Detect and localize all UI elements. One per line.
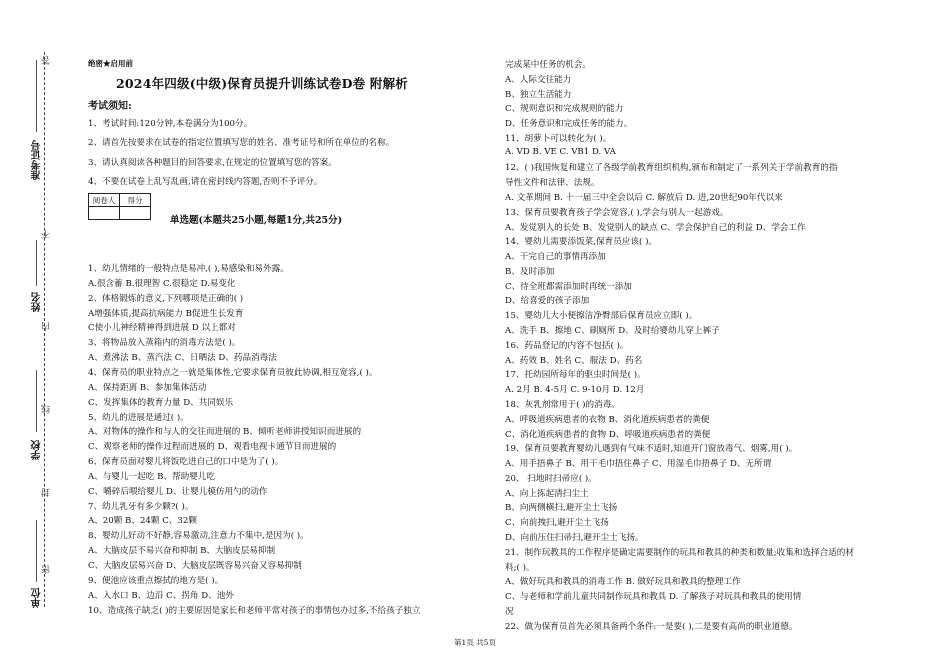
question-line: A、用手捂鼻子 B、用干毛巾捂住鼻子 C、用湿毛巾捂鼻子 D、无所谓 [505, 459, 772, 470]
question-line: C、嚼碎后喂给婴儿 D、让婴儿模仿用勺的动作 [88, 486, 268, 497]
fill-line [36, 60, 37, 132]
question-line: 8、婴幼儿好动不好静,容易激动,注意力不集中,是因为( )。 [88, 531, 309, 542]
notice-line: 2、请首先按要求在试卷的指定位置填写您的姓名、准考证号和所在单位的名称。 [88, 138, 395, 148]
question-line: 4、保育员的职业特点之一就是集体性,它要求保育员彼此协调,相互宽容,( )。 [88, 367, 378, 378]
question-line: 况 [505, 606, 514, 617]
question-line: C、大脑皮层易兴奋 D、大脑皮层既容易兴奋又容易抑制 [88, 561, 302, 571]
question-line: A、做好玩具和教具的消毒工作 B. 做好玩具和教具的整理工作 [505, 577, 741, 588]
question-line: D、向前压住扫帚扫,避开尘土飞扬。 [505, 532, 644, 543]
label-school: 学校 [32, 440, 43, 460]
binding-margin [0, 0, 62, 671]
question-line: D、任务意识和完成任务的能力。 [505, 119, 633, 130]
question-line: A、洗手 B、擦地 C、刷厕所 D、及时给婴幼儿穿上裤子 [505, 326, 720, 337]
question-line: 19、保育员要教育婴幼儿遇到有气味不适时,知道开门窗放毒气、烟雾,用( )。 [505, 444, 798, 455]
page-number: 第1页 共5页 [454, 638, 496, 647]
question-line: A增强体质,提高抗病能力 B促进生长发育 [88, 308, 244, 319]
score-table-grader: 阅卷人 [89, 194, 120, 207]
question-line: C、观察老师的操作过程而进展的 D、观看电视卡通节目而进展的 [88, 442, 337, 453]
question-line: A、呼吸道疾病患者的衣物 B、消化道疾病患者的粪便 [505, 414, 710, 425]
question-line: C、向前拽扫,避开尘土飞扬 [505, 518, 609, 529]
question-line: A、对物体的操作和与人的交往而进展的 B、倾听老师讲授知识而进展的 [88, 427, 362, 438]
seal-text: 不 [42, 230, 52, 239]
question-line: 5、幼儿的进展是通过( )。 [88, 412, 189, 423]
question-line: A、与婴儿一起吃 B、帮助婴儿吃 [88, 471, 215, 482]
question-line: 14、婴幼儿需要添饭菜,保育员应该( )。 [505, 237, 658, 248]
question-line: A、20颗 B、24颗 C、32颗 [88, 516, 197, 527]
secret-mark: 绝密★启用前 [88, 59, 133, 68]
question-line: A、药效 B、姓名 C、服法 D、药名 [505, 355, 643, 366]
question-line: A、入水口 B、边沿 C、拐角 D、池外 [88, 590, 234, 601]
question-line: 17、托幼园所每年的驱虫时间是( )。 [505, 370, 646, 381]
question-line: C、与老师和学前儿童共同制作玩具和教具 D. 了解孩子对玩具和教具的使用情 [505, 592, 802, 603]
question-line: 6、保育员面对婴儿将饭吃进自己的口中是为了( )。 [88, 457, 284, 468]
label-unit: 单位 [32, 588, 43, 608]
question-line: 完成某中任务的机会。 [505, 60, 591, 70]
question-line: 13、保育员要教育孩子学会宽容,( ),学会与别人一起游戏。 [505, 207, 729, 218]
question-line: A、煮沸法 B、蒸汽法 C、日晒法 D、药品消毒法 [88, 353, 277, 364]
question-line: C、消化道疾病患者的食物 D、呼吸道疾病患者的粪便 [505, 429, 711, 440]
notice-line: 3、请认真阅读各种题目的回答要求,在规定的位置填写您的答案。 [88, 158, 337, 168]
question-line: A、大脑皮层不易兴奋和抑制 B、大脑皮层易抑制 [88, 546, 276, 557]
question-line: 1、幼儿情绪的一般特点是易冲,( ),易感染和易外露。 [88, 264, 289, 274]
question-line: C使小儿神经精神得到进展 D 以上都对 [88, 323, 236, 334]
seal-text: 密 [42, 565, 52, 574]
question-line: 3、将物品放入蒸箱内的消毒方法是( )。 [88, 338, 241, 349]
question-line: B、向两侧横扫,避开尘土飞扬 [505, 503, 618, 514]
fill-line [36, 240, 37, 286]
question-line: 10、造成孩子缺乏( )的主要原因是家长和老师平常对孩子的事情包办过多,不给孩子独立 [88, 605, 421, 616]
question-line: B、及时添加 [505, 266, 555, 277]
question-line: A. VD B. VE C. VB1 D. VA [505, 146, 616, 157]
section-heading: 单选题(本题共25小题,每题1分,共25分) [170, 215, 343, 226]
label-name: 姓名 [32, 292, 43, 312]
seal-text: 封 [42, 488, 52, 497]
question-line: A、向上拣起清扫尘土 [505, 488, 589, 499]
question-line: 2、体格锻炼的意义,下列哪项是正确的( ) [88, 293, 244, 304]
question-line: A、保持距离 B、参加集体活动 [88, 382, 207, 393]
score-table [88, 193, 151, 220]
score-table-score: 得分 [120, 194, 151, 207]
question-line: A.很含蓄 B.很理智 C.很稳定 D.易变化 [88, 278, 236, 289]
notice-heading: 考试须知: [88, 101, 132, 112]
question-line: 20、 扫地时扫帚应( )。 [505, 473, 597, 484]
question-line: 7、幼儿乳牙有多少颗?( )。 [88, 501, 194, 512]
question-line: C、发挥集体的教育力量 D、共同娱乐 [88, 397, 234, 408]
question-line: 15、婴幼儿大小便擦洁净臀部后保育员应立即( )。 [505, 311, 698, 322]
question-line: A. 2月 B. 4-5月 C. 9-10月 D. 12月 [505, 385, 645, 396]
question-line: 12、( )我国恢复和建立了各级学前教育组织机构,颁布和制定了一系列关于学前教育的指 [505, 163, 838, 174]
question-line: D、给喜爱的孩子添加 [505, 296, 590, 307]
seal-text: 内 [42, 322, 52, 331]
question-line: 16、药品登记的内容不包括( )。 [505, 340, 629, 351]
question-line: 料;( )。 [505, 562, 535, 573]
question-line: 9、便池应该重点擦拭的地方是( )。 [88, 575, 224, 586]
question-line: 18、灰乳剂常用于( )的消毒。 [505, 399, 620, 410]
question-line: A、干完自己的事情再添加 [505, 252, 606, 263]
score-table-score-cell[interactable] [120, 207, 151, 220]
question-line: A、人际交往能力 [505, 74, 572, 85]
notice-line: 1、考试时间:120分钟,本卷满分为100分。 [88, 119, 253, 129]
exam-title: 2024年四级(中级)保育员提升训练试卷D卷 附解析 [116, 76, 409, 91]
question-line: A. 文革期间 B. 十一届三中全会以后 C. 解放后 D. 进,20世纪90年代以来 [505, 193, 783, 204]
question-line: 21、制作玩教具的工作程序是确定需要制作的玩具和教具的种类和数量;收集和选择合适的材 [505, 547, 854, 558]
fill-line [36, 520, 37, 582]
question-line: 导性文件和法律、法规。 [505, 178, 600, 189]
question-line: 11、胡萝卜可以转化为( )。 [505, 133, 612, 144]
question-line: A、发觉别人的长处 B、发觉别人的缺点 C、学会保护自己的利益 D、学会工作 [505, 222, 806, 233]
question-line: C、待全班都需添加时再统一添加 [505, 281, 632, 292]
fill-line [36, 370, 37, 432]
question-line: 22、做为保育员首先必须具备两个条件:一是要( ),二是要有高尚的职业道德。 [505, 621, 798, 632]
notice-line: 4、不要在试卷上乱写乱画,请在密封线内答题,否则不予评分。 [88, 177, 323, 187]
label-admission-number: 准考证号 [32, 140, 43, 180]
seal-text-top: 答 [42, 56, 52, 65]
score-table-grader-cell[interactable] [89, 207, 120, 220]
question-line: B、独立生活能力 [505, 89, 572, 100]
question-line: C、规则意识和完成规则的能力 [505, 104, 624, 115]
seal-text: 线 [42, 405, 52, 414]
